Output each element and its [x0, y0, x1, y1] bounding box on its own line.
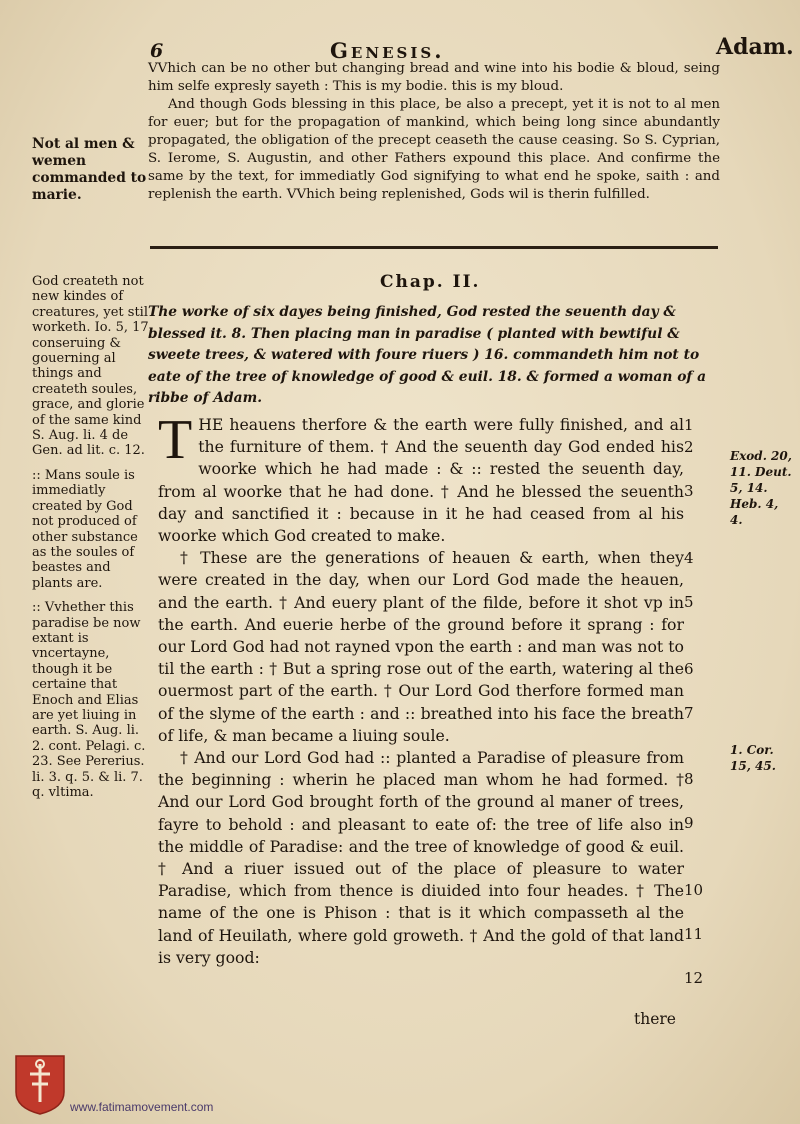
scripture-paragraph: HE heauens therfore & the earth were fully finished, and al the furniture of them. † And the seuenth day God ended his woorke which he had made : & :: rested the seuenth day, from al woorke that he had done. † And he blessed the seuenth day and sanctified it : because in it he had ceased from al his woorke which God created to make. — [158, 415, 684, 546]
top-commentary — [148, 60, 720, 204]
verse-number: 8 — [684, 770, 694, 788]
scripture-paragraph: † And our Lord God had :: planted a Paradise of pleasure from the beginning : wherin he placed man whom he had formed. † And our Lord God brought forth of the ground al maner of trees, fayre to behold : and pleasant to eate of: the tree of life also in the middle of Paradise: and the tree of knowledge of good & euil. † And a riuer issued out of the place of pleasure to water Paradise, which from thence is diuided into four heades. † The name of the one is Phison : that is it which compasseth al the land of Heuilath, where gold groweth. † And the gold of that land is very good: — [158, 748, 684, 967]
catchword: there — [634, 1010, 676, 1028]
chapter-summary: The worke of six dayes being finished, God rested the seuenth day & blessed it. 8. Then placing man in paradise ( planted with bewtiful & sweete trees, & watered with foure riuers ) 16. commandeth him not to eate of the tree of knowledge of good & euil. 18. & formed a woman of a ribbe of Adam. — [148, 304, 707, 406]
left-margin-notes — [32, 274, 154, 809]
verse-number: 10 — [684, 881, 704, 899]
cross-reference: Exod. 20, 11. Deut. 5, 14. Heb. 4, 4. — [730, 449, 792, 527]
drop-capital: T — [158, 409, 193, 471]
verse-number: 4 — [684, 549, 694, 567]
page-number: 6 — [150, 40, 164, 62]
verse-number: 6 — [684, 660, 694, 678]
verse-number: 11 — [684, 925, 704, 943]
verse-number: 9 — [684, 814, 694, 832]
papal-emblem-icon — [12, 1052, 68, 1116]
verse-number: 1 — [684, 416, 694, 434]
verse-number: 5 — [684, 593, 694, 611]
verse-number: 2 — [684, 438, 694, 456]
book-title: Genesis. — [330, 38, 445, 63]
section-divider — [150, 246, 718, 249]
verse-number: 12 — [684, 969, 704, 987]
scripture-text — [158, 409, 684, 969]
verse-number: 7 — [684, 704, 694, 722]
cross-reference: 1. Cor. 15, 45. — [730, 743, 776, 773]
margin-note: :: Mans soule is immediatly created by God not produced of other substance as the soules of beastes and plants are. — [32, 467, 138, 591]
running-head: Adam. — [716, 34, 794, 60]
scripture-paragraph: † These are the generations of heauen & earth, when they were created in the day, when our Lord God made the heauen, and the earth. † And euery plant of the filde, before it shot vp in the earth. And euerie herbe of the ground before it sprang : for our Lord God had not rayned vpon the earth : and man was not to til the earth : † But a spring rose out of the earth, watering al the ouermost part of the earth. † Our Lord God therfore formed man of the slyme of the earth : and :: breathed into his face the breath of life, & man became a liuing soule. — [158, 548, 684, 745]
margin-note: :: Vvhether this paradise be now extant is vncertayne, though it be certaine that Enoch and Elias are yet liuing in earth. S. Aug. li. 2. cont. Pelagi. c. 23. See Pererius. li. 3. q. 5. & li. 7. q. vltima. — [32, 600, 146, 800]
margin-note: God createth not new kindes of creatures, yet stil worketh. Io. 5, 17. conseruing & gouerning al things and createth soules, grace, and glorie of the same kind S. Aug. li. 4 de Gen. ad lit. c. 12. — [32, 274, 153, 459]
commentary-paragraph: And though Gods blessing in this place, be also a precept, yet it is not to al men for euer; but for the propagation of mankind, which being long since abundantly propagated, the obligation of the precept ceaseth the cause ceasing. So S. Cyprian, S. Ierome, S. Augustin, and other Fathers expound this place. And confirme the same by the text, for immediatly God signifying to what end he spoke, saith : and replenish the earth. VVhich being replenished, Gods wil is therin fulfilled. — [148, 97, 720, 202]
verse-number: 3 — [684, 482, 694, 500]
website-link[interactable]: www.fatimamovement.com — [70, 1100, 214, 1114]
commentary-paragraph: VVhich can be no other but changing bread and wine into his bodie & bloud, seing him selfe expresly sayeth : This is my bodie. this is my bloud. — [148, 61, 720, 94]
margin-note-marriage: Not al men & wemen commanded to marie. — [32, 136, 147, 203]
chapter-heading: Chap. II. — [380, 272, 481, 292]
